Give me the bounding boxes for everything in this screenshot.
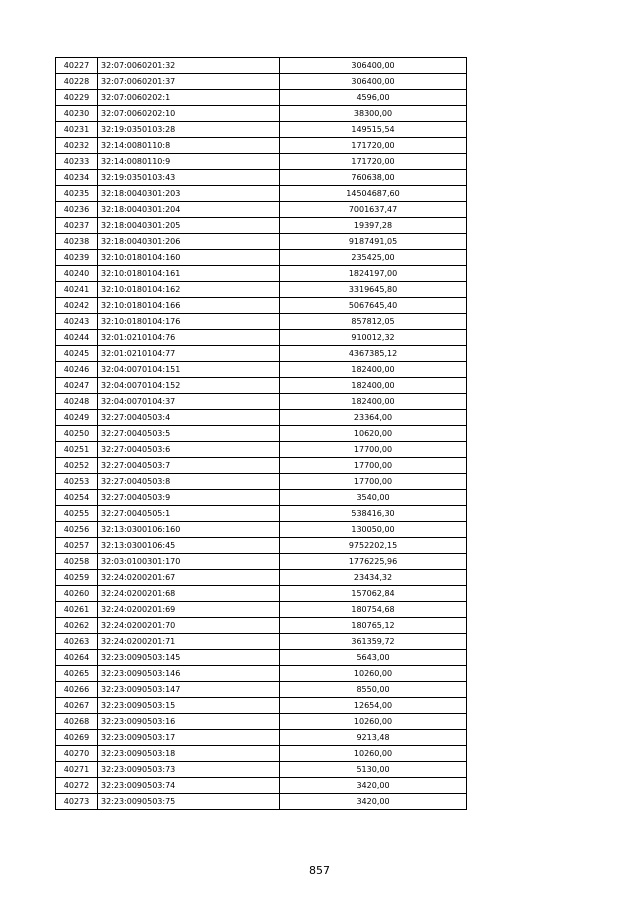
table-row <box>56 442 467 458</box>
table-row <box>56 154 467 170</box>
value-cell: 38300,00 <box>280 106 467 122</box>
row-number-cell: 40258 <box>56 554 98 570</box>
cadastral-number-cell: 32:27:0040503:6 <box>98 442 280 458</box>
value-cell: 10260,00 <box>280 714 467 730</box>
cadastral-number-cell: 32:04:0070104:152 <box>98 378 280 394</box>
row-number-cell: 40245 <box>56 346 98 362</box>
value-cell: 9187491,05 <box>280 234 467 250</box>
table-row <box>56 218 467 234</box>
value-cell: 12654,00 <box>280 698 467 714</box>
page-number: 857 <box>309 864 330 877</box>
cadastral-number-cell: 32:18:0040301:204 <box>98 202 280 218</box>
value-cell: 130050,00 <box>280 522 467 538</box>
data-table <box>55 57 467 810</box>
row-number-cell: 40234 <box>56 170 98 186</box>
row-number-cell: 40265 <box>56 666 98 682</box>
table-row <box>56 170 467 186</box>
row-number-cell: 40244 <box>56 330 98 346</box>
cadastral-number-cell: 32:19:0350103:43 <box>98 170 280 186</box>
value-cell: 3420,00 <box>280 778 467 794</box>
value-cell: 5643,00 <box>280 650 467 666</box>
value-cell: 23434,32 <box>280 570 467 586</box>
table-row <box>56 746 467 762</box>
table-row <box>56 474 467 490</box>
cadastral-number-cell: 32:24:0200201:69 <box>98 602 280 618</box>
table-row <box>56 506 467 522</box>
row-number-cell: 40264 <box>56 650 98 666</box>
value-cell: 171720,00 <box>280 138 467 154</box>
table-row <box>56 106 467 122</box>
row-number-cell: 40256 <box>56 522 98 538</box>
table-row <box>56 522 467 538</box>
row-number-cell: 40242 <box>56 298 98 314</box>
table-body <box>56 58 467 810</box>
row-number-cell: 40247 <box>56 378 98 394</box>
cadastral-number-cell: 32:01:0210104:77 <box>98 346 280 362</box>
row-number-cell: 40257 <box>56 538 98 554</box>
cadastral-number-cell: 32:27:0040503:9 <box>98 490 280 506</box>
cadastral-number-cell: 32:14:0080110:9 <box>98 154 280 170</box>
row-number-cell: 40232 <box>56 138 98 154</box>
value-cell: 17700,00 <box>280 458 467 474</box>
value-cell: 17700,00 <box>280 474 467 490</box>
row-number-cell: 40260 <box>56 586 98 602</box>
cadastral-number-cell: 32:10:0180104:160 <box>98 250 280 266</box>
value-cell: 1824197,00 <box>280 266 467 282</box>
cadastral-number-cell: 32:19:0350103:28 <box>98 122 280 138</box>
table-row <box>56 570 467 586</box>
row-number-cell: 40233 <box>56 154 98 170</box>
value-cell: 19397,28 <box>280 218 467 234</box>
row-number-cell: 40239 <box>56 250 98 266</box>
row-number-cell: 40252 <box>56 458 98 474</box>
value-cell: 10260,00 <box>280 746 467 762</box>
row-number-cell: 40261 <box>56 602 98 618</box>
table-row <box>56 698 467 714</box>
table-row <box>56 714 467 730</box>
cadastral-number-cell: 32:23:0090503:17 <box>98 730 280 746</box>
table-row <box>56 762 467 778</box>
table-row <box>56 90 467 106</box>
row-number-cell: 40237 <box>56 218 98 234</box>
cadastral-number-cell: 32:27:0040503:5 <box>98 426 280 442</box>
row-number-cell: 40250 <box>56 426 98 442</box>
row-number-cell: 40240 <box>56 266 98 282</box>
row-number-cell: 40238 <box>56 234 98 250</box>
value-cell: 10260,00 <box>280 666 467 682</box>
cadastral-number-cell: 32:04:0070104:151 <box>98 362 280 378</box>
value-cell: 760638,00 <box>280 170 467 186</box>
value-cell: 910012,32 <box>280 330 467 346</box>
row-number-cell: 40227 <box>56 58 98 74</box>
cadastral-number-cell: 32:10:0180104:166 <box>98 298 280 314</box>
table-row <box>56 314 467 330</box>
value-cell: 182400,00 <box>280 394 467 410</box>
table-row <box>56 266 467 282</box>
row-number-cell: 40253 <box>56 474 98 490</box>
table-row <box>56 794 467 810</box>
row-number-cell: 40235 <box>56 186 98 202</box>
row-number-cell: 40243 <box>56 314 98 330</box>
row-number-cell: 40272 <box>56 778 98 794</box>
table-row <box>56 234 467 250</box>
row-number-cell: 40270 <box>56 746 98 762</box>
cadastral-number-cell: 32:23:0090503:145 <box>98 650 280 666</box>
row-number-cell: 40229 <box>56 90 98 106</box>
row-number-cell: 40273 <box>56 794 98 810</box>
cadastral-number-cell: 32:10:0180104:176 <box>98 314 280 330</box>
value-cell: 857812,05 <box>280 314 467 330</box>
cadastral-number-cell: 32:23:0090503:146 <box>98 666 280 682</box>
table-row <box>56 74 467 90</box>
cadastral-number-cell: 32:27:0040505:1 <box>98 506 280 522</box>
table-row <box>56 650 467 666</box>
cadastral-number-cell: 32:23:0090503:147 <box>98 682 280 698</box>
row-number-cell: 40228 <box>56 74 98 90</box>
value-cell: 306400,00 <box>280 74 467 90</box>
table-row <box>56 138 467 154</box>
table-row <box>56 330 467 346</box>
value-cell: 180754,68 <box>280 602 467 618</box>
value-cell: 14504687,60 <box>280 186 467 202</box>
cadastral-number-cell: 32:07:0060202:1 <box>98 90 280 106</box>
row-number-cell: 40268 <box>56 714 98 730</box>
table-row <box>56 298 467 314</box>
cadastral-number-cell: 32:18:0040301:203 <box>98 186 280 202</box>
table-row <box>56 346 467 362</box>
cadastral-number-cell: 32:24:0200201:71 <box>98 634 280 650</box>
value-cell: 3319645,80 <box>280 282 467 298</box>
cadastral-number-cell: 32:24:0200201:70 <box>98 618 280 634</box>
cadastral-number-cell: 32:23:0090503:73 <box>98 762 280 778</box>
value-cell: 3420,00 <box>280 794 467 810</box>
value-cell: 157062,84 <box>280 586 467 602</box>
row-number-cell: 40262 <box>56 618 98 634</box>
cadastral-number-cell: 32:27:0040503:8 <box>98 474 280 490</box>
value-cell: 5130,00 <box>280 762 467 778</box>
value-cell: 4596,00 <box>280 90 467 106</box>
row-number-cell: 40254 <box>56 490 98 506</box>
cadastral-number-cell: 32:07:0060201:32 <box>98 58 280 74</box>
value-cell: 4367385,12 <box>280 346 467 362</box>
row-number-cell: 40263 <box>56 634 98 650</box>
cadastral-number-cell: 32:23:0090503:18 <box>98 746 280 762</box>
value-cell: 9752202,15 <box>280 538 467 554</box>
value-cell: 306400,00 <box>280 58 467 74</box>
value-cell: 182400,00 <box>280 362 467 378</box>
value-cell: 171720,00 <box>280 154 467 170</box>
cadastral-number-cell: 32:04:0070104:37 <box>98 394 280 410</box>
row-number-cell: 40248 <box>56 394 98 410</box>
cadastral-number-cell: 32:27:0040503:7 <box>98 458 280 474</box>
table-row <box>56 58 467 74</box>
cadastral-number-cell: 32:01:0210104:76 <box>98 330 280 346</box>
row-number-cell: 40236 <box>56 202 98 218</box>
row-number-cell: 40266 <box>56 682 98 698</box>
cadastral-number-cell: 32:27:0040503:4 <box>98 410 280 426</box>
row-number-cell: 40251 <box>56 442 98 458</box>
table-row <box>56 666 467 682</box>
cadastral-number-cell: 32:07:0060201:37 <box>98 74 280 90</box>
value-cell: 149515,54 <box>280 122 467 138</box>
row-number-cell: 40269 <box>56 730 98 746</box>
table-row <box>56 554 467 570</box>
table-row <box>56 362 467 378</box>
value-cell: 235425,00 <box>280 250 467 266</box>
table-row <box>56 122 467 138</box>
table-row <box>56 490 467 506</box>
value-cell: 10620,00 <box>280 426 467 442</box>
row-number-cell: 40246 <box>56 362 98 378</box>
table-row <box>56 586 467 602</box>
cadastral-number-cell: 32:23:0090503:15 <box>98 698 280 714</box>
cadastral-number-cell: 32:23:0090503:75 <box>98 794 280 810</box>
table-row <box>56 618 467 634</box>
table-row <box>56 538 467 554</box>
cadastral-number-cell: 32:24:0200201:68 <box>98 586 280 602</box>
cadastral-number-cell: 32:18:0040301:206 <box>98 234 280 250</box>
table-row <box>56 394 467 410</box>
table-row <box>56 602 467 618</box>
table-row <box>56 202 467 218</box>
value-cell: 180765,12 <box>280 618 467 634</box>
table-row <box>56 458 467 474</box>
row-number-cell: 40271 <box>56 762 98 778</box>
value-cell: 8550,00 <box>280 682 467 698</box>
row-number-cell: 40231 <box>56 122 98 138</box>
row-number-cell: 40249 <box>56 410 98 426</box>
value-cell: 17700,00 <box>280 442 467 458</box>
cadastral-number-cell: 32:13:0300106:160 <box>98 522 280 538</box>
value-cell: 7001637,47 <box>280 202 467 218</box>
value-cell: 1776225,96 <box>280 554 467 570</box>
value-cell: 3540,00 <box>280 490 467 506</box>
cadastral-number-cell: 32:18:0040301:205 <box>98 218 280 234</box>
value-cell: 182400,00 <box>280 378 467 394</box>
table-row <box>56 186 467 202</box>
row-number-cell: 40241 <box>56 282 98 298</box>
row-number-cell: 40259 <box>56 570 98 586</box>
table-row <box>56 778 467 794</box>
value-cell: 361359,72 <box>280 634 467 650</box>
row-number-cell: 40267 <box>56 698 98 714</box>
table-row <box>56 426 467 442</box>
value-cell: 538416,30 <box>280 506 467 522</box>
cadastral-number-cell: 32:23:0090503:74 <box>98 778 280 794</box>
cadastral-number-cell: 32:07:0060202:10 <box>98 106 280 122</box>
cadastral-number-cell: 32:13:0300106:45 <box>98 538 280 554</box>
cadastral-number-cell: 32:03:0100301:170 <box>98 554 280 570</box>
table-row <box>56 682 467 698</box>
table-row <box>56 250 467 266</box>
value-cell: 9213,48 <box>280 730 467 746</box>
value-cell: 5067645,40 <box>280 298 467 314</box>
cadastral-number-cell: 32:14:0080110:8 <box>98 138 280 154</box>
cadastral-number-cell: 32:23:0090503:16 <box>98 714 280 730</box>
row-number-cell: 40255 <box>56 506 98 522</box>
table-row <box>56 634 467 650</box>
row-number-cell: 40230 <box>56 106 98 122</box>
table-row <box>56 730 467 746</box>
cadastral-number-cell: 32:10:0180104:161 <box>98 266 280 282</box>
cadastral-number-cell: 32:24:0200201:67 <box>98 570 280 586</box>
table-row <box>56 410 467 426</box>
table-row <box>56 378 467 394</box>
table-row <box>56 282 467 298</box>
value-cell: 23364,00 <box>280 410 467 426</box>
cadastral-number-cell: 32:10:0180104:162 <box>98 282 280 298</box>
